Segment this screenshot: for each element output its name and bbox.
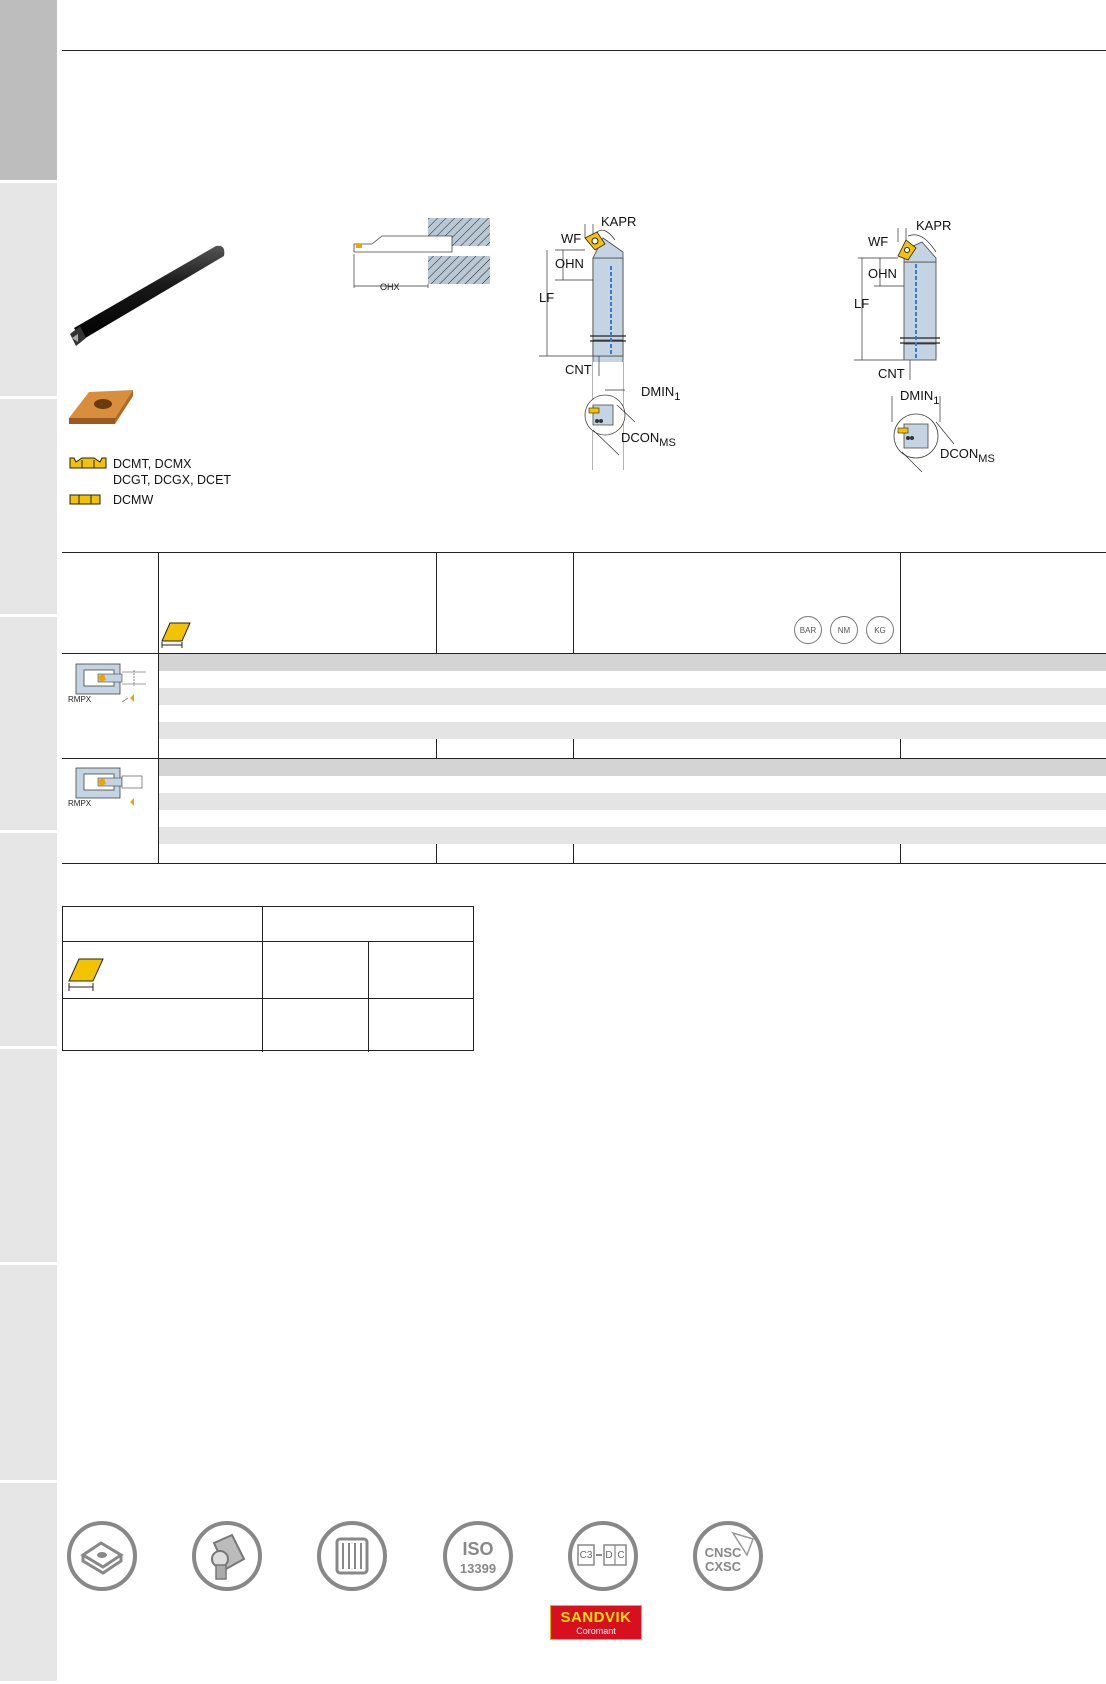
dmin-label-2-main: DMIN bbox=[900, 388, 934, 403]
legend-text-1b: DCGT, DCGX, DCET bbox=[113, 473, 232, 487]
code-d: D bbox=[605, 1550, 613, 1561]
product-table bbox=[62, 552, 1106, 864]
dcon-label-sub: MS bbox=[659, 437, 676, 449]
capto-icon-graphic bbox=[196, 1525, 258, 1587]
iso-text: ISO bbox=[462, 1539, 494, 1559]
bar-icon: BAR bbox=[794, 616, 822, 644]
boring-bar-image bbox=[66, 242, 231, 354]
kg-icon: KG bbox=[866, 616, 894, 644]
side-tab-4[interactable] bbox=[0, 617, 57, 833]
ohn-label-2: OHN bbox=[868, 266, 897, 281]
collet-icon[interactable] bbox=[317, 1521, 387, 1591]
table-row bbox=[159, 671, 1106, 688]
table-row bbox=[159, 793, 1106, 810]
side-tabs bbox=[0, 0, 57, 1684]
dcon-label-2-sub: MS bbox=[978, 453, 995, 465]
legend-text-1a: DCMT, DCMX bbox=[113, 457, 192, 471]
side-tab-3[interactable] bbox=[0, 399, 57, 617]
code-key-icon[interactable] bbox=[568, 1521, 638, 1591]
tool-drawing-2 bbox=[844, 212, 1014, 472]
lf-label: LF bbox=[539, 290, 555, 305]
small-table-col-rule-1 bbox=[262, 907, 263, 1052]
cnsc-cxsc-icon[interactable] bbox=[693, 1521, 763, 1591]
dcon-label-main: DCON bbox=[621, 430, 660, 445]
iso-icon-graphic bbox=[447, 1525, 509, 1587]
insert-icon[interactable] bbox=[67, 1521, 137, 1591]
insert-image bbox=[67, 388, 135, 428]
table-row bbox=[159, 654, 1106, 671]
code-c: C bbox=[617, 1550, 625, 1561]
dmin-label-2 bbox=[900, 388, 939, 407]
cxsc-text: CXSC bbox=[704, 1559, 742, 1574]
tool-drawing-1 bbox=[535, 210, 695, 470]
wf-label: WF bbox=[561, 231, 582, 246]
collet-icon-graphic bbox=[321, 1525, 383, 1587]
iso-number: 13399 bbox=[459, 1561, 497, 1576]
wf-label-2: WF bbox=[868, 234, 889, 249]
side-tab-6[interactable] bbox=[0, 1049, 57, 1265]
insert-size-table bbox=[62, 906, 474, 1051]
table-top-rule bbox=[62, 552, 1106, 553]
dmin-label-main: DMIN bbox=[641, 384, 675, 399]
cnsc-icon-graphic bbox=[697, 1525, 759, 1587]
dcon-label-2 bbox=[940, 446, 995, 465]
dcon-label-2-main: DCON bbox=[940, 446, 979, 461]
chipbreaker-m-icon bbox=[68, 456, 113, 470]
cnsc-text: CNSC bbox=[704, 1545, 742, 1560]
legend-row-2 bbox=[68, 492, 231, 508]
chipbreaker-w-icon bbox=[68, 492, 113, 506]
table-row bbox=[159, 722, 1106, 739]
insert-legend bbox=[68, 456, 231, 512]
cnt-label: CNT bbox=[565, 362, 592, 377]
lf-label-2: LF bbox=[854, 296, 870, 311]
sandvik-coromant-logo bbox=[550, 1605, 642, 1640]
insert-size-icon-2 bbox=[65, 955, 105, 995]
dmin-label bbox=[641, 384, 680, 403]
side-tab-7[interactable] bbox=[0, 1265, 57, 1483]
ohn-label: OHN bbox=[555, 256, 584, 271]
table-row bbox=[159, 810, 1106, 827]
insert-icon-graphic bbox=[71, 1525, 133, 1587]
table-row bbox=[159, 759, 1106, 776]
small-table-col-rule-2 bbox=[368, 941, 369, 1052]
code-key-icon-graphic bbox=[572, 1525, 634, 1587]
rmpx-label-1: RMPX bbox=[68, 695, 92, 704]
ohx-label: OHX bbox=[380, 282, 400, 292]
logo-line2: Coromant bbox=[576, 1625, 616, 1636]
nm-icon: NM bbox=[830, 616, 858, 644]
dcon-label bbox=[621, 430, 676, 449]
ohx-drawing bbox=[352, 210, 498, 300]
application-icon-2 bbox=[68, 766, 152, 816]
dmin-label-sub: 1 bbox=[674, 391, 681, 403]
logo-line1: SANDVIK bbox=[560, 1608, 632, 1626]
legend-text-2: DCMW bbox=[113, 493, 154, 507]
code-c3: C3 bbox=[579, 1550, 593, 1561]
table-row bbox=[159, 688, 1106, 705]
coromant-capto-icon[interactable] bbox=[192, 1521, 262, 1591]
small-table-row-rule-1 bbox=[63, 941, 473, 942]
side-tab-2[interactable] bbox=[0, 183, 57, 399]
side-tab-1[interactable] bbox=[0, 0, 57, 183]
kapr-label-2: KAPR bbox=[916, 218, 952, 233]
legend-row-1 bbox=[68, 456, 231, 488]
table-row bbox=[159, 776, 1106, 793]
table-bottom-rule bbox=[62, 863, 1106, 864]
iso-13399-icon[interactable] bbox=[443, 1521, 513, 1591]
small-table-row-rule-2 bbox=[63, 998, 473, 999]
side-tab-5[interactable] bbox=[0, 833, 57, 1049]
cnt-label-2: CNT bbox=[878, 366, 905, 381]
rmpx-label-2: RMPX bbox=[68, 799, 92, 808]
side-tab-8[interactable] bbox=[0, 1483, 57, 1684]
table-row bbox=[159, 827, 1106, 844]
dmin-label-2-sub: 1 bbox=[933, 395, 940, 407]
insert-size-icon bbox=[158, 621, 192, 649]
header-rule bbox=[62, 50, 1106, 51]
application-icon-1 bbox=[68, 662, 152, 712]
kapr-label: KAPR bbox=[601, 214, 637, 229]
table-row bbox=[159, 705, 1106, 722]
